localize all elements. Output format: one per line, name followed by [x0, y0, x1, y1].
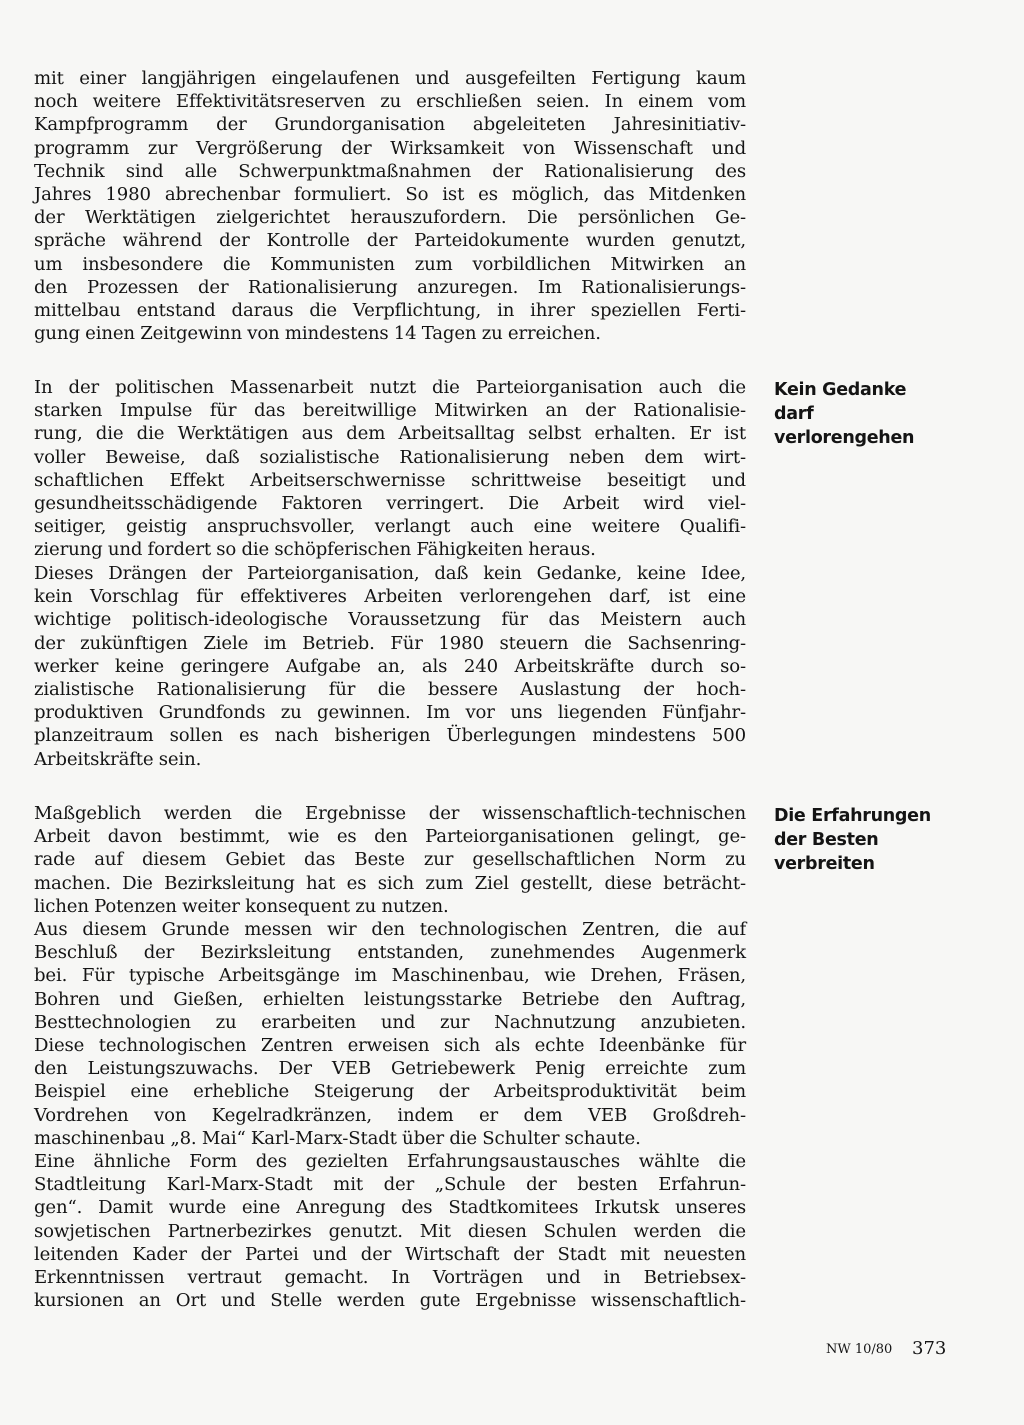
text-line: der Werktätigen zielgerichtet herauszufordern. Die persönlichen Ge- [34, 207, 746, 229]
text-line: Diese technologischen Zentren erweisen sich als echte Ideenbänke für [34, 1035, 746, 1057]
text-line: rade auf diesem Gebiet das Beste zur gesellschaftlichen Norm zu [34, 849, 746, 871]
text-line: Bohren und Gießen, erhielten leistungsstarke Betriebe den Auftrag, [34, 988, 746, 1010]
text-line: gesundheitsschädigende Faktoren verringert. Die Arbeit wird viel- [34, 493, 746, 515]
text-line: werker keine geringere Aufgabe an, als 240 Arbeitskräfte durch so- [34, 655, 746, 677]
text-line: Vordrehen von Kegelradkränzen, indem er dem VEB Großdreh- [34, 1104, 746, 1126]
text-line: spräche während der Kontrolle der Parteidokumente wurden genutzt, [34, 230, 746, 252]
paragraph-6 [34, 1150, 746, 1312]
text-line: Technik sind alle Schwerpunktmaßnahmen der Rationalisierung des [34, 160, 746, 182]
paragraph-1 [34, 67, 746, 345]
text-line: schaftlichen Effekt Arbeitserschwernisse schrittweise beseitigt und [34, 469, 746, 491]
text-line: Aus diesem Grunde messen wir den technologischen Zentren, die auf [34, 919, 746, 940]
margin-heading-2 [774, 804, 974, 876]
text-line: planzeitraum sollen es nach bisherigen Überlegungen mindestens 500 [34, 725, 746, 747]
paragraph-2 [34, 376, 746, 562]
text-line: Maßgeblich werden die Ergebnisse der wissenschaftlich-technischen [34, 803, 746, 824]
text-line: den Prozessen der Rationalisierung anzuregen. Im Rationalisierungs- [34, 276, 746, 298]
text-line: Jahres 1980 abrechenbar formuliert. So ist es möglich, das Mitdenken [34, 184, 746, 206]
text-line: In der politischen Massenarbeit nutzt die Parteiorganisation auch die [34, 377, 746, 398]
paragraph-4 [34, 802, 746, 918]
heading-line: verlorengehen [774, 428, 915, 448]
text-line: mit einer langjährigen eingelaufenen und ausgefeilten Fertigung kaum [34, 68, 746, 89]
text-line: zierung und fordert so die schöpferischen Fähigkeiten heraus. [34, 539, 596, 561]
text-line: Beispiel eine erhebliche Steigerung der Arbeitsproduktivität beim [34, 1081, 746, 1103]
heading-line: der Besten [774, 830, 879, 850]
text-line: Dieses Drängen der Parteiorganisation, daß kein Gedanke, keine Idee, [34, 563, 746, 584]
text-line: um insbesondere die Kommunisten zum vorbildlichen Mitwirken an [34, 253, 746, 275]
text-line: gen“. Damit wurde eine Anregung des Stadtkomitees Irkutsk unseres [34, 1197, 746, 1219]
text-line: zialistische Rationalisierung für die bessere Auslastung der hoch- [34, 679, 746, 701]
text-line: starken Impulse für das bereitwillige Mitwirken an der Rationalisie- [34, 400, 746, 422]
margin-heading-1 [774, 378, 974, 450]
text-line: rung, die die Werktätigen aus dem Arbeitsalltag selbst erhalten. Er ist [34, 423, 746, 445]
text-line: produktiven Grundfonds zu gewinnen. Im vor uns liegenden Fünfjahr- [34, 702, 746, 724]
text-line: Stadtleitung Karl-Marx-Stadt mit der „Schule der besten Erfahrun- [34, 1174, 746, 1196]
journal-issue: NW 10/80 [826, 1342, 893, 1357]
text-line: programm zur Vergrößerung der Wirksamkeit von Wissenschaft und [34, 137, 746, 159]
text-line: maschinenbau „8. Mai“ Karl-Marx-Stadt über die Schulter schaute. [34, 1127, 641, 1149]
heading-line: Die Erfahrungen [774, 806, 931, 826]
text-line: voller Beweise, daß sozialistische Rationalisierung neben dem wirt- [34, 446, 746, 468]
page-number: 373 [912, 1338, 947, 1359]
text-line: lichen Potenzen weiter konsequent zu nutzen. [34, 895, 449, 917]
text-line: wichtige politisch-ideologische Voraussetzung für das Meistern auch [34, 609, 746, 631]
text-line: Arbeit davon bestimmt, wie es den Parteiorganisationen gelingt, ge- [34, 826, 746, 848]
text-line: Arbeitskräfte sein. [34, 748, 202, 770]
text-line: machen. Die Bezirksleitung hat es sich zum Ziel gestellt, diese beträcht- [34, 872, 746, 894]
text-line: Erkenntnissen vertraut gemacht. In Vorträgen und in Betriebsex- [34, 1267, 746, 1289]
text-line: kursionen an Ort und Stelle werden gute Ergebnisse wissenschaftlich- [34, 1290, 746, 1312]
text-line: leitenden Kader der Partei und der Wirtschaft der Stadt mit neuesten [34, 1243, 746, 1265]
text-line: der zukünftigen Ziele im Betrieb. Für 1980 steuern die Sachsenring- [34, 632, 746, 654]
heading-line: verbreiten [774, 854, 875, 874]
text-line: Kampfprogramm der Grundorganisation abgeleiteten Jahresinitiativ- [34, 114, 746, 136]
text-line: seitiger, geistig anspruchsvoller, verlangt auch eine weitere Qualifi- [34, 516, 746, 538]
heading-line: darf [774, 404, 814, 424]
paragraph-3 [34, 562, 746, 771]
text-line: Beschluß der Bezirksleitung entstanden, zunehmendes Augenmerk [34, 942, 746, 964]
text-line: sowjetischen Partnerbezirkes genutzt. Mit diesen Schulen werden die [34, 1220, 746, 1242]
heading-line: Kein Gedanke [774, 380, 907, 400]
text-line: gung einen Zeitgewinn von mindestens 14 Tagen zu erreichen. [34, 323, 601, 345]
text-line: Eine ähnliche Form des gezielten Erfahrungsaustausches wählte die [34, 1151, 746, 1172]
text-line: Besttechnologien zu erarbeiten und zur Nachnutzung anzubieten. [34, 1011, 746, 1033]
text-line: mittelbau entstand daraus die Verpflichtung, in ihrer speziellen Ferti- [34, 300, 746, 322]
text-line: kein Vorschlag für effektiveres Arbeiten verlorengehen darf, ist eine [34, 586, 746, 608]
text-line: den Leistungszuwachs. Der VEB Getriebewerk Penig erreichte zum [34, 1058, 746, 1080]
text-line: bei. Für typische Arbeitsgänge im Maschinenbau, wie Drehen, Fräsen, [34, 965, 746, 987]
paragraph-5 [34, 918, 746, 1150]
text-line: noch weitere Effektivitätsreserven zu erschließen seien. In einem vom [34, 91, 746, 113]
